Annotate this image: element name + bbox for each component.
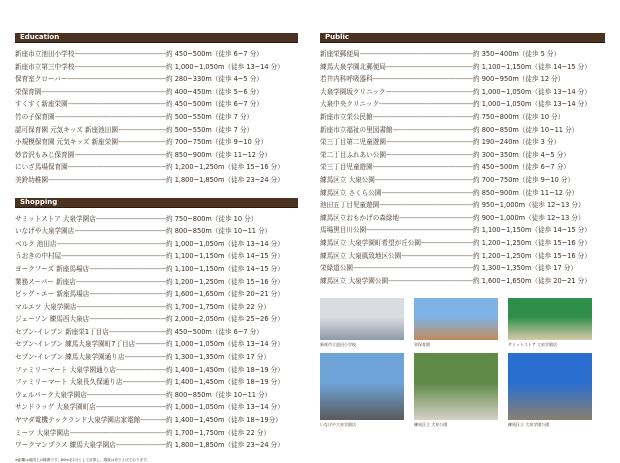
leader-dots [74,149,166,162]
place-name: 保育室クローバー [15,75,68,84]
list-item [320,111,605,124]
list-item [15,161,298,174]
leader-dots [116,364,166,377]
photo-image [508,298,592,340]
distance-footnote: ※距離は地図上の概測です。80mを1分として計算し、端数は切り上げております。 [15,457,150,462]
list-item [320,212,605,225]
leader-dots [386,61,473,74]
list-item [15,86,298,99]
leader-dots [109,326,166,339]
leader-dots [89,263,166,276]
distance-value: 約 1,400~1,450m（徒歩 18~19 分） [166,378,284,387]
leader-dots [373,111,473,124]
list-item [15,288,298,301]
list-item [15,136,298,149]
list-item [15,61,298,74]
photo-caption: 練馬区立 大泉公園 [414,422,448,427]
photo-caption: 練馬区立 大泉学園公園 [508,422,550,427]
list-item [15,326,298,339]
place-name: ビッグ・エー 新座馬場店 [15,290,90,299]
place-name: 練馬区立 さくら公園 [320,188,382,197]
list-item [320,275,605,288]
leader-dots [124,351,166,364]
photo-caption: いなげや大泉学園店 [320,422,356,427]
distance-value: 約 1,000~1,050m（徒歩 13~14 分） [166,239,284,248]
list-item [15,401,298,414]
distance-value: 約 1,600~1,650m（徒歩 20~21 分） [473,276,591,285]
place-name: 栄三丁目児童遊園 [320,163,373,172]
place-name: ファミリーマート 大泉長久保通り店 [15,378,123,387]
place-name: ファミリーマート 大泉学園通り店 [15,365,116,374]
leader-dots [74,61,166,74]
list-item [15,213,298,226]
list-item [15,301,298,314]
place-name: セブン-イレブン 練馬大泉学園町7丁目店 [15,340,136,349]
place-name: マルエツ 大泉学園店 [15,302,77,311]
distance-value: 約 1,100~1,150m（徒歩 14~15 分） [473,62,591,71]
place-name: 栄三丁目第二児童遊園 [320,138,386,147]
distance-value: 約 1,100~1,150m（徒歩 14~15 分） [166,252,284,261]
place-name: 業務スーパー 新座店 [15,277,76,286]
education-list [15,48,298,187]
place-name: ヨークフーズ 新座馬場店 [15,264,90,273]
leader-dots [373,161,473,174]
leader-dots [401,250,473,263]
place-name: 新座市立第三中学校 [15,62,75,71]
leader-dots [399,212,473,225]
place-name: いなげや大泉学園店 [15,227,75,236]
distance-value: 約 1,000~1,050m（徒歩 13~14 分） [166,62,284,71]
list-item [320,224,605,237]
leader-dots [70,427,166,440]
leader-dots [118,136,166,149]
distance-value: 約 1,100~1,150m（徒歩 14~15 分） [166,264,284,273]
distance-value: 約 1,000~1,050m（徒歩 13~14 分） [473,87,591,96]
leader-dots [68,161,166,174]
leader-dots [116,439,166,452]
photo-caption: 栄保育園 [414,342,430,347]
leader-dots [68,98,166,111]
place-name: 若井内科呼吸器科 [320,75,373,84]
leader-dots [360,48,473,61]
place-name: 馬場黒目川公園 [320,226,367,235]
list-item [15,439,298,452]
leader-dots [388,275,473,288]
list-item [320,61,605,74]
place-name: にいざ馬場保育園 [15,163,68,172]
list-item [15,225,298,238]
leader-dots [375,174,473,187]
list-item [320,174,605,187]
place-name: うおきの中村屋 [15,252,62,261]
shopping-list [15,213,298,452]
distance-value: 約 1,000~1,050m（徒歩 13~14 分） [473,100,591,109]
photo-image [414,298,498,340]
place-name: 栄保育園 [15,87,42,96]
place-name: 美鈴幼稚園 [15,175,48,184]
distance-value: 約 1,200~1,250m（徒歩 15~16 分） [166,163,284,172]
photo-caption: サミットストア 大泉学園店 [508,342,558,347]
list-item [15,427,298,440]
distance-value: 約 1,300~1,350m（徒歩 17 分） [166,353,270,362]
leader-dots [87,389,166,402]
list-item [15,174,298,187]
photo-caption: 新座市立池田小学校 [320,342,356,347]
public-list [320,48,605,287]
list-item [15,351,298,364]
list-item [320,73,605,86]
list-item [320,237,605,250]
list-item [320,48,605,61]
distance-value: 約 450~500m（徒歩 6~7 分） [166,100,263,109]
leader-dots [55,111,166,124]
distance-value: 約 450~500m（徒歩 6~7 分） [166,50,263,58]
list-item [320,98,605,111]
distance-value: 約 450~500m（徒歩 6~7 分） [473,163,570,172]
distance-value: 約 800~850m（徒歩 10~11 分） [473,125,579,134]
right-column [320,33,605,287]
leader-dots [67,73,166,86]
list-item [15,263,298,276]
list-item [15,124,298,137]
distance-value: 約 190~240m（徒歩 3 分） [473,138,561,147]
leader-dots [393,124,473,137]
leader-dots [379,199,473,212]
place-name: 新座市立栄公民館 [320,112,373,121]
leader-dots [386,136,473,149]
distance-value: 約 950~1,000m（徒歩 12~13 分） [473,201,585,210]
place-name: 栄緑道公園 [320,264,353,273]
education-header: Education [15,33,298,43]
distance-value: 約 1,800~1,850m（徒歩 23~24 分） [166,175,284,184]
distance-value: 約 500~550m（徒歩 7 分） [166,125,254,134]
list-item [15,111,298,124]
leader-dots [353,262,473,275]
distance-value: 約 1,700~1,750m（徒歩 22 分） [166,428,270,437]
place-name: 竹の子保育園 [15,112,55,121]
leader-dots [61,250,166,263]
photo-image [508,353,592,420]
leader-dots [57,238,166,251]
place-name: 新座栄郵便局 [320,50,360,58]
leader-dots [381,187,473,200]
place-name: 小規模保育園 元気キッズ 新座栄園 [15,138,118,147]
photo-image [414,353,498,420]
leader-dots [386,86,473,99]
leader-dots [421,237,473,250]
place-name: 練馬区立 大泉学園公園 [320,276,389,285]
place-name: 妙音沢もみじ保育園 [15,150,75,159]
list-item [320,136,605,149]
list-item [320,124,605,137]
distance-value: 約 850~900m（徒歩 11~12 分） [166,150,272,159]
distance-value: 約 300~350m（徒歩 4~5 分） [473,150,570,159]
leader-dots [96,401,166,414]
distance-value: 約 800~850m（徒歩 10~11 分） [166,227,272,236]
photo-oizumi-gakuen-park [508,353,592,428]
leader-dots [48,174,166,187]
place-name: すくすく新座栄園 [15,100,68,109]
leader-dots [41,86,166,99]
distance-value: 約 1,800~1,850m（徒歩 23~24 分） [166,441,284,450]
distance-value: 約 900~1,000m（徒歩 12~13 分） [473,213,585,222]
photo-ikeda-school [320,298,404,348]
list-item [15,376,298,389]
list-item [15,364,298,377]
distance-value: 約 750~800m（徒歩 10 分） [473,112,565,121]
list-item [15,98,298,111]
distance-value: 約 1,100~1,150m（徒歩 14~15 分） [473,226,591,235]
leader-dots [76,301,166,314]
place-name: ミーツ 大泉学園店 [15,428,70,437]
distance-value: 約 800~850m（徒歩 10~11 分） [166,390,272,399]
place-name: 新座市立池田小学校 [15,50,75,58]
place-name: 練馬区立 大泉公園 [320,175,375,184]
photo-image [320,298,404,340]
list-item [320,149,605,162]
place-name: ヤマダ電機テックランド大泉学園店家電館 [15,416,141,425]
leader-dots [76,276,166,289]
list-item [15,250,298,263]
distance-value: 約 2,000~2,050m（徒歩 25~26 分） [166,315,284,324]
leader-dots [89,288,166,301]
distance-value: 約 1,700~1,750m（徒歩 22 分） [166,302,270,311]
distance-value: 約 1,600~1,650m（徒歩 20~21 分） [166,290,284,299]
distance-value: 約 900~950m（徒歩 12 分） [473,75,565,84]
distance-value: 約 400~450m（徒歩 5~6 分） [166,87,263,96]
leader-dots [74,48,166,61]
distance-value: 約 280~330m（徒歩 4~5 分） [166,75,263,84]
place-name: 練馬大泉学園北郵便局 [320,62,386,71]
list-item [15,73,298,86]
list-item [320,262,605,275]
distance-value: 約 1,400~1,450m（徒歩 18~19 分） [166,365,284,374]
distance-value: 約 1,300~1,350m（徒歩 17 分） [473,264,577,273]
list-item [15,149,298,162]
public-header: Public [320,33,605,43]
list-item [15,313,298,326]
photo-sakae-nursery [414,298,498,348]
photo-inageya [320,353,404,428]
left-column [15,33,298,463]
leader-dots [118,124,166,137]
distance-value: 約 750~800m（徒歩 10 分） [166,214,258,223]
distance-value: 約 700~750m（徒歩 9~10 分） [166,138,268,147]
distance-value: 約 1,000~1,050m（徒歩 13~14 分） [166,403,284,412]
photo-summit-store [508,298,592,348]
list-item [15,389,298,402]
distance-value: 約 1,400~1,450m（徒歩 18~19分） [166,416,282,425]
place-name: サンドラッグ 大泉学園町店 [15,403,96,412]
leader-dots [373,73,473,86]
place-name: 大泉学園坂クリニック [320,87,386,96]
leader-dots [366,224,473,237]
photo-image [320,353,404,420]
list-item [320,161,605,174]
list-item [15,276,298,289]
distance-value: 約 700~750m（徒歩 9~10 分） [473,175,575,184]
place-name: セブン-イレブン 新座栄1丁目店 [15,327,109,336]
list-item [15,48,298,61]
place-name: ワークマンプラス 練馬大泉学園店 [15,441,116,450]
distance-value: 約 1,200~1,250m（徒歩 15~16 分） [473,251,591,260]
place-name: セブン-イレブン 練馬大泉学園通り店 [15,353,125,362]
list-item [15,238,298,251]
place-name: 大泉中央クリニック [320,100,379,109]
place-name: 新座市立福祉の里図書館 [320,125,393,134]
list-item [15,414,298,427]
place-name: サミットストア 大泉学園店 [15,214,96,223]
distance-value: 約 350~400m（徒歩 5 分） [473,50,561,58]
place-name: 練馬区立 大泉学園町希望が丘公園 [320,238,422,247]
distance-value: 約 450~500m（徒歩 6~7 分） [166,327,263,336]
distance-value: 約 1,000~1,050m（徒歩 13~14 分） [166,340,284,349]
photo-oizumi-park [414,353,498,428]
distance-value: 約 1,200~1,250m（徒歩 15~16 分） [473,238,591,247]
place-name: 練馬区立おもかげの森緑地 [320,213,400,222]
place-name: 認可保育園 元気キッズ 新座池田園 [15,125,118,134]
list-item [320,86,605,99]
list-item [320,199,605,212]
place-name: ベルク 池田店 [15,239,57,248]
distance-value: 約 1,200~1,250m（徒歩 15~16 分） [166,277,284,286]
place-name: 池田五丁目児童遊園 [320,201,380,210]
leader-dots [74,225,166,238]
distance-value: 約 850~900m（徒歩 11~12 分） [473,188,579,197]
leader-dots [89,313,166,326]
leader-dots [379,98,473,111]
list-item [320,187,605,200]
shopping-header: Shopping [15,198,298,208]
leader-dots [386,149,473,162]
list-item [320,250,605,263]
place-name: 練馬区立 大泉風致地区公園 [320,251,402,260]
place-name: 栄二丁目ふれあい公園 [320,150,386,159]
leader-dots [122,376,166,389]
place-name: ウェルパーク大泉学園店 [15,390,87,399]
place-name: ジェーソン 練馬西大泉店 [15,315,90,324]
leader-dots [96,213,166,226]
leader-dots [135,338,166,351]
leader-dots [140,414,166,427]
list-item [15,338,298,351]
distance-value: 約 500~550m（徒歩 7 分） [166,112,254,121]
